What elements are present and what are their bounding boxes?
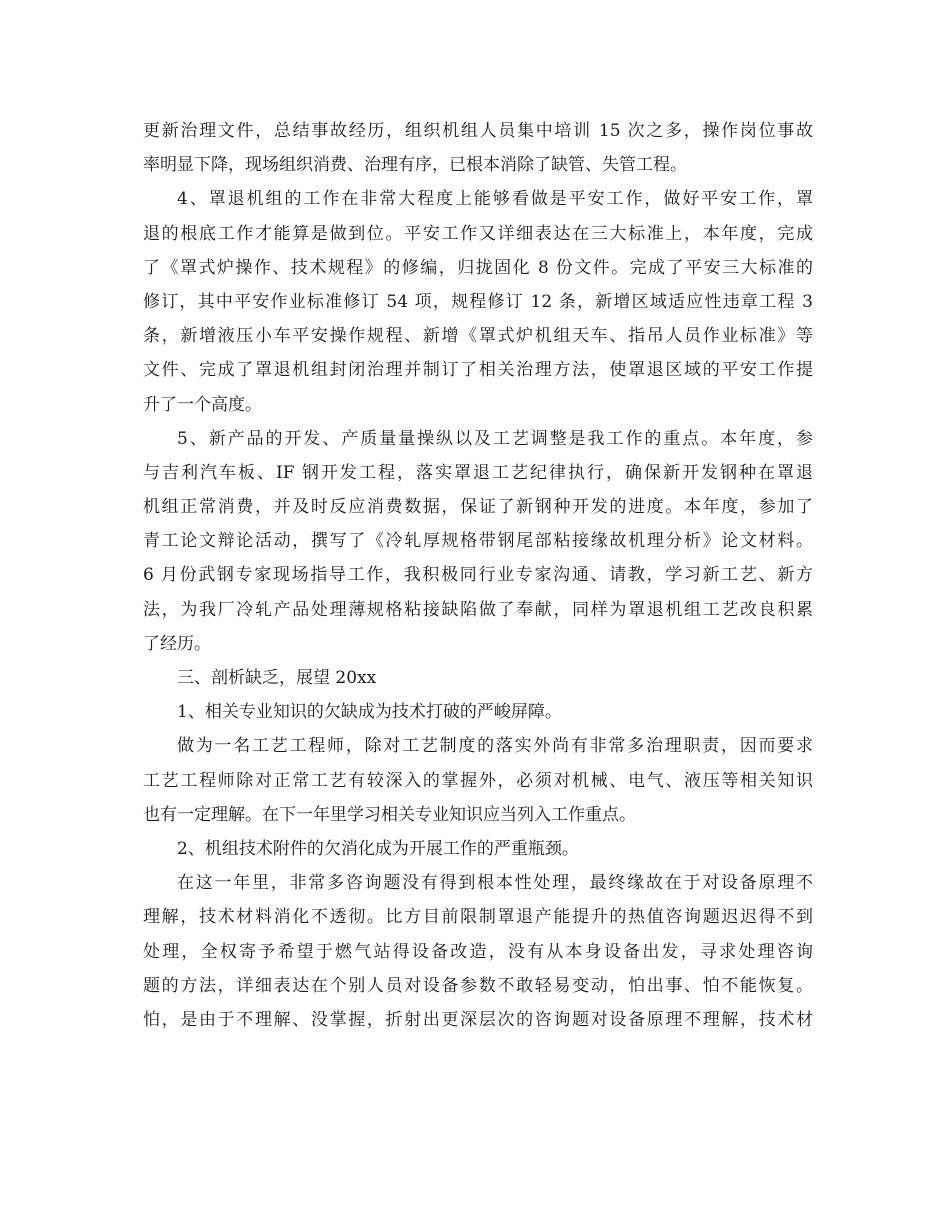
text-line: 了《罩式炉操作、技术规程》的修编，归拢固化 8 份文件。完成了平安三大标准的 xyxy=(143,257,813,278)
text-line: 在这一年里，非常多咨询题没有得到根本性处理，最终缘故在于对设备原理不 xyxy=(177,873,813,894)
text-line: 做为一名工艺工程师，除对工艺制度的落实外尚有非常多治理职责，因而要求 xyxy=(177,736,813,757)
text-line: 修订，其中平安作业标准修订 54 项，规程修订 12 条，新增区域适应性违章工程 3 xyxy=(143,291,813,312)
text-line: 理解，技术材料消化不透彻。比方目前限制罩退产能提升的热值咨询题迟迟得不到 xyxy=(143,907,813,928)
text-line: 条，新增液压小车平安操作规程、新增《罩式炉机组天车、指吊人员作业标准》等 xyxy=(143,326,813,347)
section-heading: 三、剖析缺乏，展望 20xx xyxy=(177,668,377,688)
text-line: 青工论文辩论活动，撰写了《冷轧厚规格带钢尾部粘接缘故机理分析》论文材料。 xyxy=(143,531,813,552)
text-line: 工艺工程师除对正常工艺有较深入的掌握外，必须对机械、电气、液压等相关知识 xyxy=(143,770,813,791)
text-line: 1、相关专业知识的欠缺成为技术打破的严峻屏障。 xyxy=(177,702,562,723)
text-line: 6 月份武钢专家现场指导工作，我积极同行业专家沟通、请教，学习新工艺、新方 xyxy=(143,565,813,586)
text-line: 率明显下降，现场组织消费、治理有序，已根本消除了缺管、失管工程。 xyxy=(143,155,687,176)
text-line: 处理，全权寄予希望于燃气站得设备改造，没有从本身设备出发，寻求处理咨询 xyxy=(143,941,813,962)
text-line: 退的根底工作才能算是做到位。平安工作又详细表达在三大标准上，本年度，完成 xyxy=(143,223,813,244)
text-line: 了经历。 xyxy=(143,633,211,654)
text-line: 4、罩退机组的工作在非常大程度上能够看做是平安工作，做好平安工作，罩 xyxy=(177,189,813,210)
text-line: 题的方法，详细表达在个别人员对设备参数不敢轻易变动，怕出事、怕不能恢复。 xyxy=(143,975,813,996)
text-line: 与吉利汽车板、IF 钢开发工程，落实罩退工艺纪律执行，确保新开发钢种在罩退 xyxy=(143,462,813,483)
text-line: 也有一定理解。在下一年里学习相关专业知识应当列入工作重点。 xyxy=(143,804,636,825)
text-line: 5、新产品的开发、产质量量操纵以及工艺调整是我工作的重点。本年度，参 xyxy=(177,428,813,449)
text-line: 法，为我厂冷轧产品处理薄规格粘接缺陷做了奉献，同样为罩退机组工艺改良积累 xyxy=(143,599,813,620)
body-text xyxy=(143,114,813,1037)
text-line: 更新治理文件，总结事故经历，组织机组人员集中培训 15 次之多，操作岗位事故 xyxy=(143,121,813,141)
text-line: 2、机组技术附件的欠消化成为开展工作的严重瓶颈。 xyxy=(177,838,579,859)
text-line: 机组正常消费，并及时反应消费数据，保证了新钢种开发的进度。本年度，参加了 xyxy=(143,497,813,518)
text-line: 文件、完成了罩退机组封闭治理并制订了相关治理方法，使罩退区域的平安工作提 xyxy=(143,360,813,381)
text-line: 怕，是由于不理解、没掌握，折射出更深层次的咨询题对设备原理不理解，技术材 xyxy=(143,1009,813,1030)
text-line: 升了一个高度。 xyxy=(143,394,262,415)
